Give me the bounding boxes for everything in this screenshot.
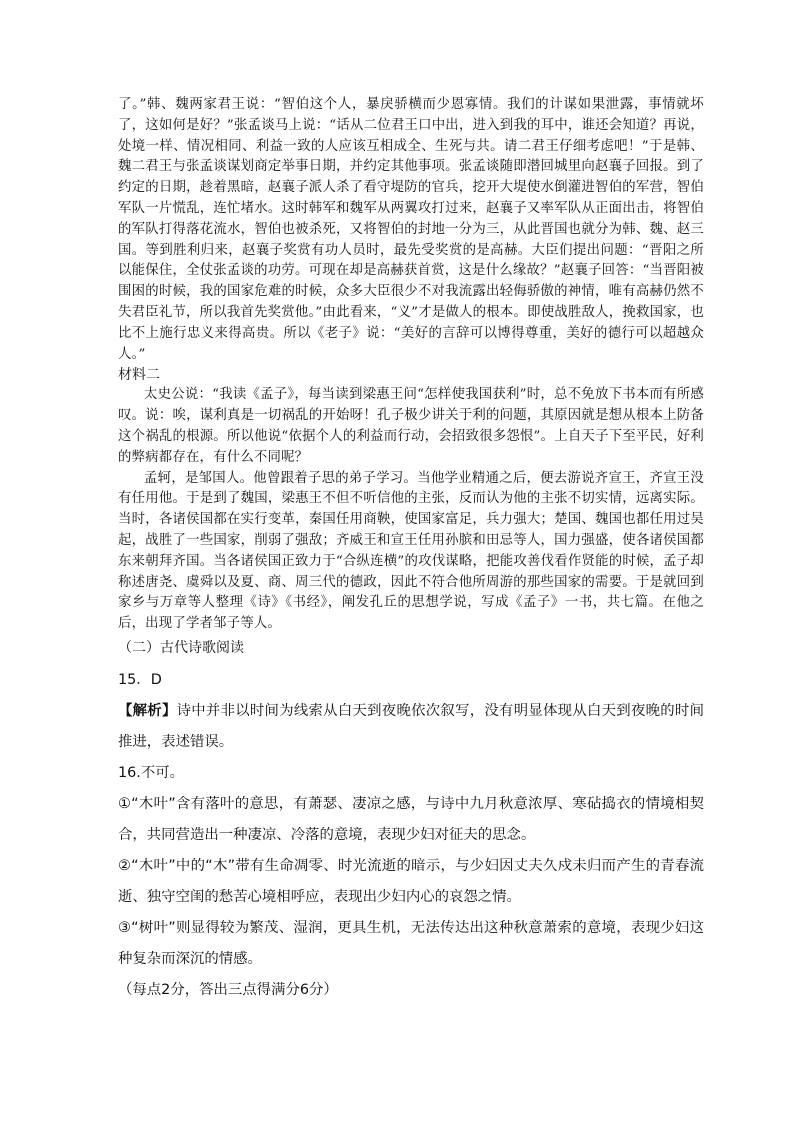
material2-paragraph-2: 孟轲，是邹国人。他曾跟着子思的弟子学习。当他学业精通之后，便去游说齐宣王，齐宣王没有任用他。于是到了魏国，梁惠王不但不听信他的主张，反而认为他的主张不切实情，远离实际。当时，各诸侯国都在实行变革，秦国任用商鞅，使国家富足，兵力强大；楚国、魏国也都任用过吴起，战胜了一些国家，削弱了强敌；齐威王和宣王任用孙膑和田忌等人，国力强盛，使各诸侯国都东来朝拜齐国。当各诸侯国正致力于“合纵连横”的攻伐谋略，把能攻善伐看作贤能的时候，孟子却称述唐尧、虞舜以及夏、商、周三代的德政，因此不符合他所周游的那些国家的需要。于是就回到家乡与万章等人整理《诗》《书经》，阐发孔丘的思想学说，写成《孟子》一书，共七篇。在他之后，出现了学者邹子等人。 [118,470,704,632]
q16-point-2: ②“木叶”中的“木”带有生命凋零、时光流逝的暗示，与少妇因丈夫久戍未归而产生的青春流逝、独守空闺的愁苦心境相呼应，表现出少妇内心的哀怨之情。 [118,857,704,905]
q15-analysis-text: 诗中并非以时间为线索从白天到夜晚依次叙写，没有明显体现从白天到夜晚的时间推进，表述错误。 [118,702,704,750]
q15-analysis [118,696,704,758]
material1-paragraph: 了。”韩、魏两家君王说：“智伯这个人，暴戾骄横而少恩寡情。我们的计谋如果泄露，事情就坏了，这如何是好？”张孟谈马上说：“话从二位君王口中出，进入到我的耳中，谁还会知道？再说，处境一样、情况相同、利益一致的人应该互相成全、生死与共。请二君王仔细考虑吧！”于是韩、魏二君王与张孟谈谋划商定举事日期，并约定其他事项。张孟谈随即潜回城里向赵襄子回报。到了约定的日期，趁着黑暗，赵襄子派人杀了看守堤防的官兵，挖开大堤使水倒灌进智伯的军营，智伯军队一片慌乱，连忙堵水。这时韩军和魏军从两翼攻打过来，赵襄子又率军队从正面出击，将智伯的军队打得落花流水，智伯也被杀死，又将智伯的封地一分为三，从此晋国也就分为韩、魏、赵三国。等到胜利归来，赵襄子奖赏有功人员时，最先受奖赏的是高赫。大臣们提出问题：“晋阳之所以能保住，全仗张孟谈的功劳。可现在却是高赫获首赏，这是什么缘故？”赵襄子回答：“当晋阳被围困的时候，我的国家危难的时候，众多大臣很少不对我流露出轻侮骄傲的神情，唯有高赫仍然不失君臣礼节，所以我首先奖赏他。”由此看来，“义”才是做人的根本。即使战胜敌人，挽救国家，也比不上施行忠义来得高贵。所以《老子》说：“美好的言辞可以博得尊重，美好的德行可以超越众人。” [118,97,704,362]
section-title: （二）古代诗歌阅读 [118,639,244,656]
q16-answer: 16.不可。 [118,764,185,781]
q16-point-1: ①“木叶”含有落叶的意思，有萧瑟、凄凉之感，与诗中九月秋意浓厚、寒砧捣衣的情境相契合，共同营造出一种凄凉、冷落的意境，表现少妇对征夫的思念。 [118,795,704,843]
q15-answer: 15．D [118,671,162,688]
scoring-note: （每点2分，答出三点得满分6分） [118,981,338,998]
q16-point-3: ③“树叶”则显得较为繁茂、湿润，更具生机，无法传达出这种秋意萧索的意境，表现少妇这种复杂而深沉的情感。 [118,919,704,967]
material2-heading: 材料二 [118,367,160,384]
material2-paragraph-1: 太史公说：“我读《孟子》，每当读到梁惠王问“怎样使我国获利”时，总不免放下书本而有所感叹。说：唉，谋利真是一切祸乱的开始呀！孔子极少讲关于利的问题，其原因就是想从根本上防备这个祸乱的根源。所以他说“依据个人的利益而行动，会招致很多怨恨”。上自天子下至平民，好利的弊病都存在，有什么不同呢？ [118,387,704,465]
analysis-tag: 【解析】 [118,702,177,719]
